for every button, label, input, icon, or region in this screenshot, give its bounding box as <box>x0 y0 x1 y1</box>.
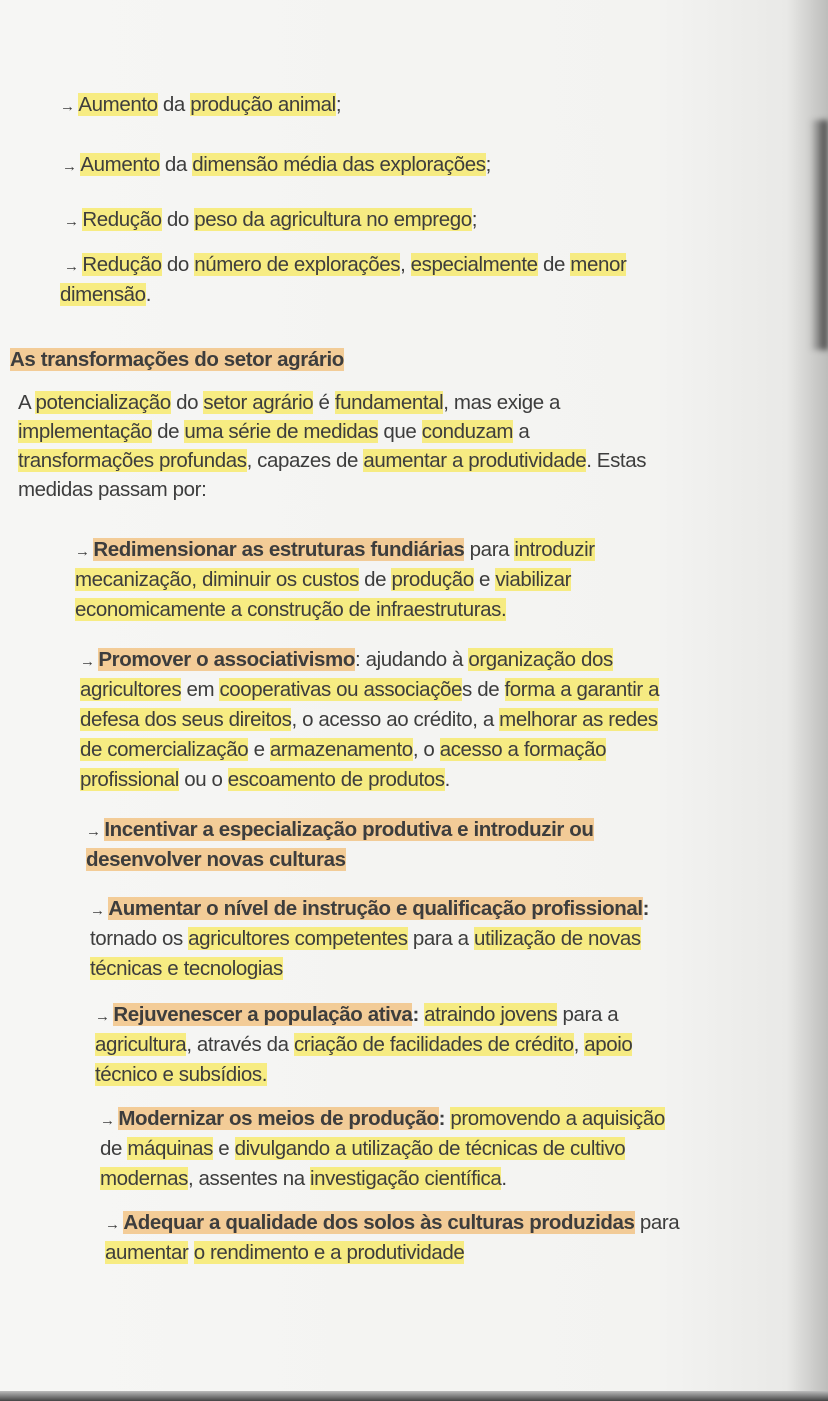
text-line <box>95 1030 632 1060</box>
text-line <box>80 675 659 705</box>
text-segment: : ajudando à <box>355 648 469 671</box>
text-segment: para <box>464 538 515 561</box>
highlighted-text: introduzir <box>514 538 595 561</box>
highlighted-text: profissional <box>80 768 179 791</box>
text-segment: que <box>378 420 422 443</box>
text-line <box>62 150 491 180</box>
text-segment: ; <box>485 153 491 176</box>
highlighted-text: Promover o associativismo <box>98 648 355 671</box>
text-line <box>100 1134 665 1164</box>
highlighted-text: Aumento <box>80 153 160 176</box>
highlighted-text: o rendimento e a produtividade <box>193 1241 465 1264</box>
text-line <box>95 1000 632 1030</box>
text-line <box>64 205 477 235</box>
text-line <box>90 924 649 954</box>
text-line <box>18 446 646 475</box>
text-line <box>95 1060 632 1090</box>
text-segment: a <box>513 420 530 443</box>
text-segment: , através da <box>186 1033 294 1056</box>
highlighted-text: Aumentar o nível de instrução e qualificação profissional <box>108 897 643 920</box>
highlighted-text: aumentar <box>105 1241 189 1264</box>
measure-especializacao <box>86 815 594 875</box>
text-segment: , <box>573 1033 585 1056</box>
text-segment: : <box>438 1107 451 1130</box>
section-heading <box>10 345 344 375</box>
arrow-bullet-icon: → <box>62 158 81 175</box>
highlighted-text: dimensão média das explorações <box>192 153 486 176</box>
arrow-bullet-icon: → <box>86 823 105 840</box>
text-segment: de <box>100 1137 128 1160</box>
text-line <box>86 845 594 875</box>
text-segment: , assentes na <box>187 1167 311 1190</box>
page-bottom-edge <box>0 1391 828 1401</box>
text-segment: para <box>634 1211 680 1234</box>
highlighted-text: cooperativas ou associaçõe <box>219 678 463 701</box>
text-line <box>90 894 649 924</box>
highlighted-text: Incentivar a especialização produtiva e introduzir ou <box>104 818 594 841</box>
text-segment: s de <box>462 678 505 701</box>
highlighted-text: acesso a formação <box>439 738 607 761</box>
highlighted-text: especialmente <box>410 253 538 276</box>
text-segment: , o <box>412 738 440 761</box>
highlighted-text: agricultores competentes <box>188 927 408 950</box>
text-segment: , o acesso ao crédito, a <box>291 708 500 731</box>
bullet-producao-animal <box>60 90 341 120</box>
text-line <box>105 1238 679 1268</box>
text-segment: : <box>412 1003 425 1026</box>
text-segment: : <box>642 897 650 920</box>
highlighted-text: modernas <box>100 1167 188 1190</box>
highlighted-text: organização dos <box>468 648 613 671</box>
highlighted-text: economicamente a construção de infraestruturas. <box>75 598 507 621</box>
text-segment: de <box>537 253 571 276</box>
text-line <box>10 345 344 375</box>
highlighted-text: agricultores <box>80 678 182 701</box>
highlighted-text: aumentar a produtividade <box>363 449 587 472</box>
measure-associativismo <box>80 645 659 795</box>
text-line <box>80 705 659 735</box>
highlighted-text: defesa dos seus direitos <box>80 708 292 731</box>
measure-redimensionar <box>75 535 595 625</box>
text-segment <box>188 1241 193 1264</box>
text-line <box>18 388 646 417</box>
highlighted-text: de comercialização <box>80 738 249 761</box>
highlighted-text: máquinas <box>127 1137 213 1160</box>
highlighted-text: utilização de novas <box>473 927 641 950</box>
measure-instrucao <box>90 894 649 984</box>
highlighted-text: técnico e subsídios. <box>95 1063 268 1086</box>
text-segment: da <box>159 153 193 176</box>
bullet-numero-exploracoes <box>60 250 627 310</box>
arrow-bullet-icon: → <box>64 213 83 230</box>
text-segment: da <box>157 93 191 116</box>
text-segment: . <box>444 768 450 791</box>
highlighted-text: melhorar as redes <box>499 708 658 731</box>
highlighted-text: fundamental <box>334 391 444 414</box>
text-segment: , capazes de <box>246 449 364 472</box>
measure-modernizar <box>100 1104 665 1194</box>
highlighted-text: Redução <box>82 208 162 231</box>
text-segment: do <box>170 391 204 414</box>
text-line <box>90 954 649 984</box>
highlighted-text: produção <box>391 568 474 591</box>
highlighted-text: divulgando a utilização de técnicas de cultivo <box>234 1137 626 1160</box>
text-segment: ou o <box>178 768 228 791</box>
text-line <box>60 90 341 120</box>
text-segment: e <box>213 1137 235 1160</box>
text-segment: de <box>358 568 392 591</box>
highlighted-text: apoio <box>584 1033 633 1056</box>
text-line <box>105 1208 679 1238</box>
highlighted-text: transformações profundas <box>18 449 247 472</box>
text-line <box>86 815 594 845</box>
text-segment: ; <box>335 93 342 116</box>
highlighted-text: menor <box>570 253 627 276</box>
highlighted-text: Aumento <box>78 93 158 116</box>
text-line <box>18 417 646 446</box>
text-segment: e <box>248 738 270 761</box>
arrow-bullet-icon: → <box>90 902 109 919</box>
highlighted-text: criação de facilidades de crédito <box>293 1033 574 1056</box>
text-line <box>75 565 595 595</box>
highlighted-text: agricultura <box>95 1033 187 1056</box>
highlighted-text: Modernizar os meios de produção <box>118 1107 439 1130</box>
highlighted-text: Rejuvenescer a população ativa <box>113 1003 413 1026</box>
text-line <box>80 735 659 765</box>
text-line <box>80 645 659 675</box>
text-segment: do <box>161 208 195 231</box>
intro-paragraph <box>18 388 646 504</box>
page-edge-shadow <box>810 120 828 350</box>
measure-rejuvenescer <box>95 1000 632 1090</box>
arrow-bullet-icon: → <box>80 653 99 670</box>
highlighted-text: implementação <box>18 420 152 443</box>
arrow-bullet-icon: → <box>60 98 79 115</box>
text-line <box>100 1164 665 1194</box>
text-line <box>18 475 646 504</box>
highlighted-text: atraindo jovens <box>424 1003 558 1026</box>
text-segment: para a <box>557 1003 619 1026</box>
highlighted-text: potencialização <box>35 391 171 414</box>
text-segment: . <box>501 1167 507 1190</box>
highlighted-text: escoamento de produtos <box>227 768 445 791</box>
text-segment: e <box>473 568 496 591</box>
text-segment: é <box>313 391 335 414</box>
highlighted-text: Adequar a qualidade dos solos às culturas produzidas <box>123 1211 635 1234</box>
highlighted-text: Redimensionar as estruturas fundiárias <box>93 538 465 561</box>
text-segment: tornado os <box>90 927 189 950</box>
arrow-bullet-icon: → <box>100 1112 119 1129</box>
text-segment: do <box>161 253 195 276</box>
text-segment: medidas passam por: <box>18 478 207 501</box>
text-line <box>100 1104 665 1134</box>
highlighted-text: conduzam <box>421 420 514 443</box>
text-line <box>80 765 659 795</box>
text-segment: de <box>151 420 185 443</box>
highlighted-text: produção animal <box>190 93 336 116</box>
text-segment: , mas exige a <box>443 391 561 414</box>
text-segment: ; <box>471 208 477 231</box>
highlighted-text: desenvolver novas culturas <box>86 848 346 871</box>
highlighted-text: Redução <box>82 253 162 276</box>
text-segment: para a <box>407 927 474 950</box>
text-segment: em <box>181 678 220 701</box>
highlighted-text: setor agrário <box>203 391 314 414</box>
highlighted-text: técnicas e tecnologias <box>90 957 283 980</box>
arrow-bullet-icon: → <box>95 1008 114 1025</box>
text-segment: A <box>18 391 36 414</box>
arrow-bullet-icon: → <box>75 543 94 560</box>
bullet-dimensao-media <box>62 150 491 180</box>
bullet-peso-agricultura <box>64 205 477 235</box>
text-line <box>64 250 626 280</box>
highlighted-text: As transformações do setor agrário <box>10 348 344 371</box>
arrow-bullet-icon: → <box>105 1216 124 1233</box>
highlighted-text: mecanização, diminuir os custos <box>75 568 359 591</box>
highlighted-text: forma a garantir a <box>504 678 660 701</box>
text-segment: . Estas <box>586 449 647 472</box>
highlighted-text: peso da agricultura no emprego <box>194 208 472 231</box>
highlighted-text: número de explorações <box>194 253 401 276</box>
text-line <box>75 595 595 625</box>
highlighted-text: uma série de medidas <box>184 420 379 443</box>
highlighted-text: dimensão <box>60 283 146 306</box>
measure-solos <box>105 1208 679 1268</box>
text-line <box>60 280 626 310</box>
text-segment: . <box>145 283 151 306</box>
highlighted-text: promovendo a aquisição <box>450 1107 665 1130</box>
text-line <box>75 535 595 565</box>
highlighted-text: investigação científica <box>310 1167 502 1190</box>
text-segment: , <box>400 253 411 276</box>
arrow-bullet-icon: → <box>64 258 83 275</box>
highlighted-text: viabilizar <box>495 568 572 591</box>
highlighted-text: armazenamento <box>269 738 413 761</box>
